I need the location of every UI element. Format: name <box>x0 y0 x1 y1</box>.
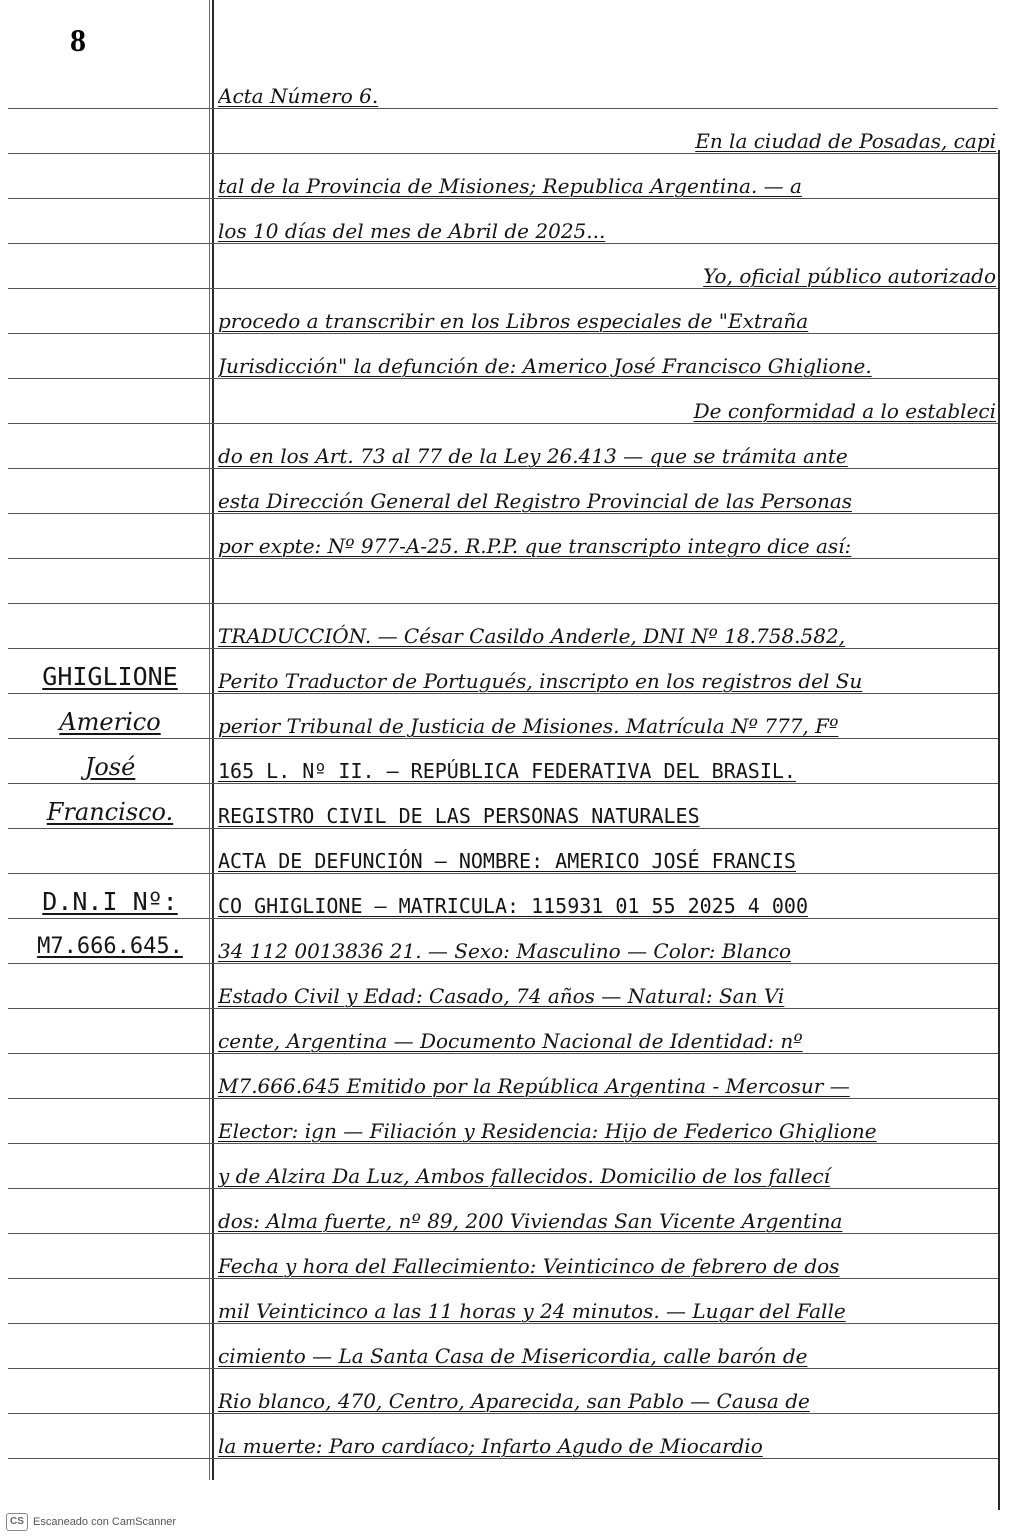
text-line-9: do en los Art. 73 al 77 de la Ley 26.413 — que se trámita ante <box>218 444 848 468</box>
ruled-line <box>8 603 998 604</box>
text-line-7: Jurisdicción" la defunción de: Americo José Francisco Ghiglione. <box>218 354 872 378</box>
margin-rule <box>212 0 214 1480</box>
margin-name-1: Americo <box>59 708 161 736</box>
margin-surname: GHIGLIONE <box>42 662 178 691</box>
text-line-10: esta Dirección General del Registro Provincial de las Personas <box>218 489 853 513</box>
text-line-21: Estado Civil y Edad: Casado, 74 años — Natural: San Vi <box>218 984 785 1008</box>
text-line-27: Fecha y hora del Fallecimiento: Veinticinco de febrero de dos <box>218 1254 840 1278</box>
text-line-4: los 10 días del mes de Abril de 2025... <box>218 219 606 243</box>
text-line-3: tal de la Provincia de Misiones; Republica Argentina. — a <box>218 174 802 198</box>
text-line-5: Yo, oficial público autorizado <box>703 264 996 288</box>
text-line-1: Acta Número 6. <box>218 84 379 108</box>
text-line-14: Perito Traductor de Portugués, inscripto en los registros del Su <box>218 669 863 693</box>
margin-dni-value: M7.666.645. <box>37 934 183 959</box>
text-line-8: De conformidad a lo estableci <box>693 399 996 423</box>
text-line-15: perior Tribunal de Justicia de Misiones. Matrícula Nº 777, Fº <box>218 714 839 738</box>
text-line-22: cente, Argentina — Documento Nacional de Identidad: nº <box>218 1029 803 1053</box>
camscanner-icon: CS <box>6 1513 28 1531</box>
text-line-23: M7.666.645 Emitido por la República Argentina - Mercosur — <box>218 1074 850 1098</box>
text-line-6: procedo a transcribir en los Libros especiales de "Extraña <box>218 309 809 333</box>
text-line-2: En la ciudad de Posadas, capi <box>695 129 996 153</box>
text-line-18: ACTA DE DEFUNCIÓN — NOMBRE: AMERICO JOSÉ FRANCIS <box>218 849 796 873</box>
text-line-31: la muerte: Paro cardíaco; Infarto Agudo de Miocardio <box>218 1434 763 1458</box>
text-line-28: mil Veinticinco a las 11 horas y 24 minutos. — Lugar del Falle <box>218 1299 846 1323</box>
page-number: 8 <box>70 22 86 58</box>
margin-name-2: José <box>84 753 136 781</box>
text-line-11: por expte: Nº 977-A-25. R.P.P. que transcripto integro dice así: <box>218 534 852 558</box>
text-line-29: cimiento — La Santa Casa de Misericordia, calle barón de <box>218 1344 808 1368</box>
scanner-text: Escaneado con CamScanner <box>33 1516 177 1528</box>
margin-name-3: Francisco. <box>46 798 174 826</box>
right-edge-rule <box>998 150 1000 1510</box>
text-line-30: Rio blanco, 470, Centro, Aparecida, san Pablo — Causa de <box>218 1389 810 1413</box>
text-line-25: y de Alzira Da Luz, Ambos fallecidos. Domicilio de los fallecí <box>218 1164 831 1188</box>
text-line-13: TRADUCCIÓN. — César Casildo Anderle, DNI Nº 18.758.582, <box>218 624 846 648</box>
scanner-watermark <box>6 1513 176 1531</box>
text-line-16: 165 L. Nº II. — REPÚBLICA FEDERATIVA DEL BRASIL. <box>218 759 796 783</box>
text-line-20: 34 112 0013836 21. — Sexo: Masculino — Color: Blanco <box>218 939 791 963</box>
text-line-17: REGISTRO CIVIL DE LAS PERSONAS NATURALES <box>218 804 700 828</box>
margin-rule-inner <box>209 0 210 1480</box>
text-line-19: CO GHIGLIONE — MATRICULA: 115931 01 55 2025 4 000 <box>218 894 809 918</box>
text-line-24: Elector: ign — Filiación y Residencia: Hijo de Federico Ghiglione <box>218 1119 877 1143</box>
text-line-26: dos: Alma fuerte, nº 89, 200 Viviendas San Vicente Argentina <box>218 1209 843 1233</box>
margin-dni-label: D.N.I Nº: <box>42 887 178 916</box>
